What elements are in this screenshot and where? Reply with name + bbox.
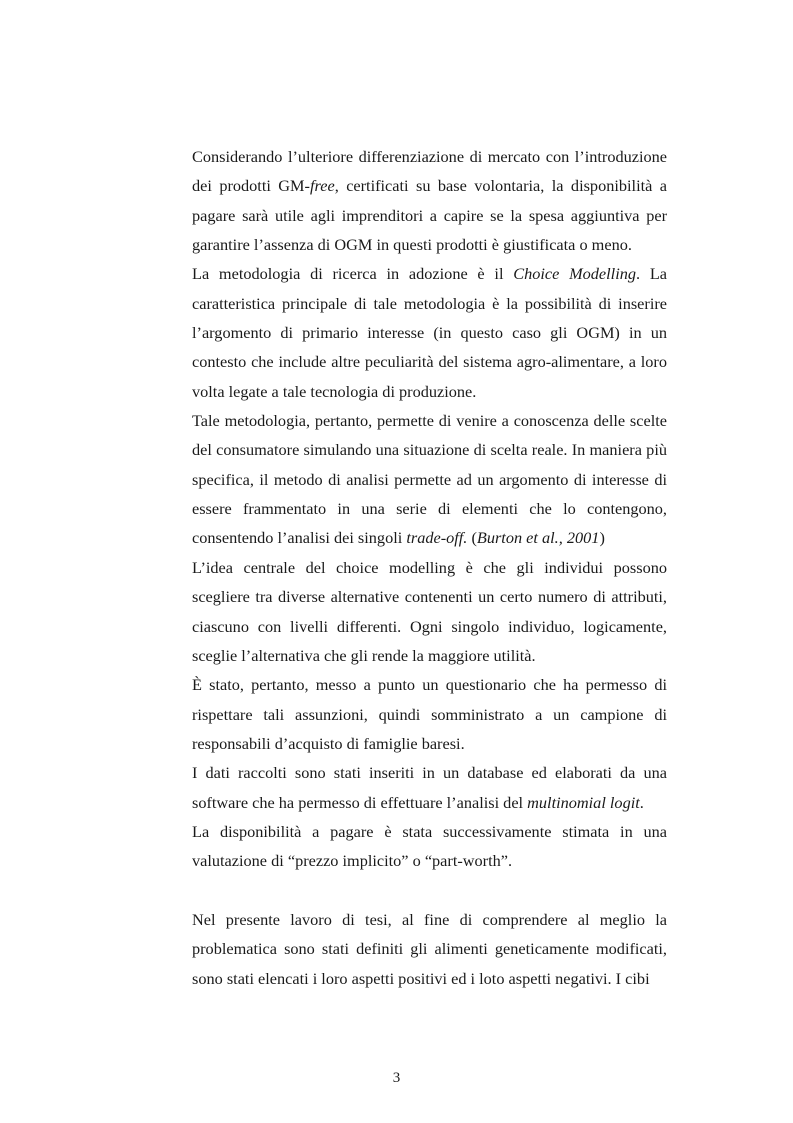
text-segment: , certificati su base volontaria, la disponibilità a pagare sarà utile agli imprenditori a capire se la spesa aggiuntiva per garantire l’assenza di OGM in questi prodotti è giustificata o meno. <box>192 176 667 255</box>
paragraph-central-idea <box>192 553 667 670</box>
paragraph-consumer-choice <box>192 406 667 553</box>
citation: Burton et al., 2001 <box>476 528 600 548</box>
text-segment: Considerando l’ulteriore differenziazione di mercato con l’introduzione dei prodotti GM- <box>192 147 667 196</box>
text-segment: . La caratteristica principale di tale metodologia è la possibilità di inserire l’argomento di primario interesse (in questo caso gli OGM) in un contesto che include altre peculiarità del sistema agro-alimentare, a loro volta legate a tale tecnologia di produzione. <box>192 264 668 401</box>
italic-segment: multinomial logit <box>527 792 640 812</box>
text-segment: Tale metodologia, pertanto, permette di venire a conoscenza delle scelte del consumatore simulando una situazione di scelta reale. In maniera più specifica, il metodo di analisi permette ad un argomento di interesse di essere frammentato in una serie di elementi che lo contengono, consentendo l’analisi dei singoli <box>192 411 667 548</box>
text-segment: La disponibilità a pagare è stata successivamente stimata in una valutazione di “prezzo implicito” o “part-worth”. <box>192 821 667 871</box>
text-segment: I dati raccolti sono stati inseriti in un database ed elaborati da una software che ha permesso di effettuare l’analisi del <box>192 763 667 812</box>
paragraph-database <box>192 758 667 817</box>
blank-line <box>192 876 667 905</box>
body-text <box>192 142 667 993</box>
italic-segment: free <box>309 176 335 196</box>
text-segment: È stato, pertanto, messo a punto un questionario che ha permesso di rispettare tali assunzioni, quindi somministrato a un campione di responsabili d’acquisto di famiglie baresi. <box>192 675 667 753</box>
text-segment: . <box>639 792 644 812</box>
text-segment: ( <box>467 528 477 548</box>
text-segment: La metodologia di ricerca in adozione è il <box>192 264 514 284</box>
italic-segment: trade-off. <box>406 528 468 548</box>
paragraph-thesis-work <box>192 905 667 993</box>
paragraph-questionnaire <box>192 670 667 758</box>
paragraph-gm-free <box>192 142 667 259</box>
text-segment: Nel presente lavoro di tesi, al fine di comprendere al meglio la problematica sono stati definiti gli alimenti geneticamente modificati, sono stati elencati i loro aspetti positivi ed i loto aspetti negativi. I cibi <box>192 909 667 988</box>
text-segment: ) <box>599 528 605 548</box>
paragraph-methodology <box>192 259 667 406</box>
paragraph-willingness-to-pay <box>192 817 667 876</box>
text-segment: L’idea centrale del choice modelling è che gli individui possono scegliere tra diverse alternative contenenti un certo numero di attributi, ciascuno con livelli differenti. Ogni singolo individuo, logicamente, sceglie l’alternativa che gli rende la maggiore utilità. <box>192 557 667 665</box>
page-number: 3 <box>392 1070 401 1086</box>
italic-segment: Choice Modelling <box>513 264 637 284</box>
